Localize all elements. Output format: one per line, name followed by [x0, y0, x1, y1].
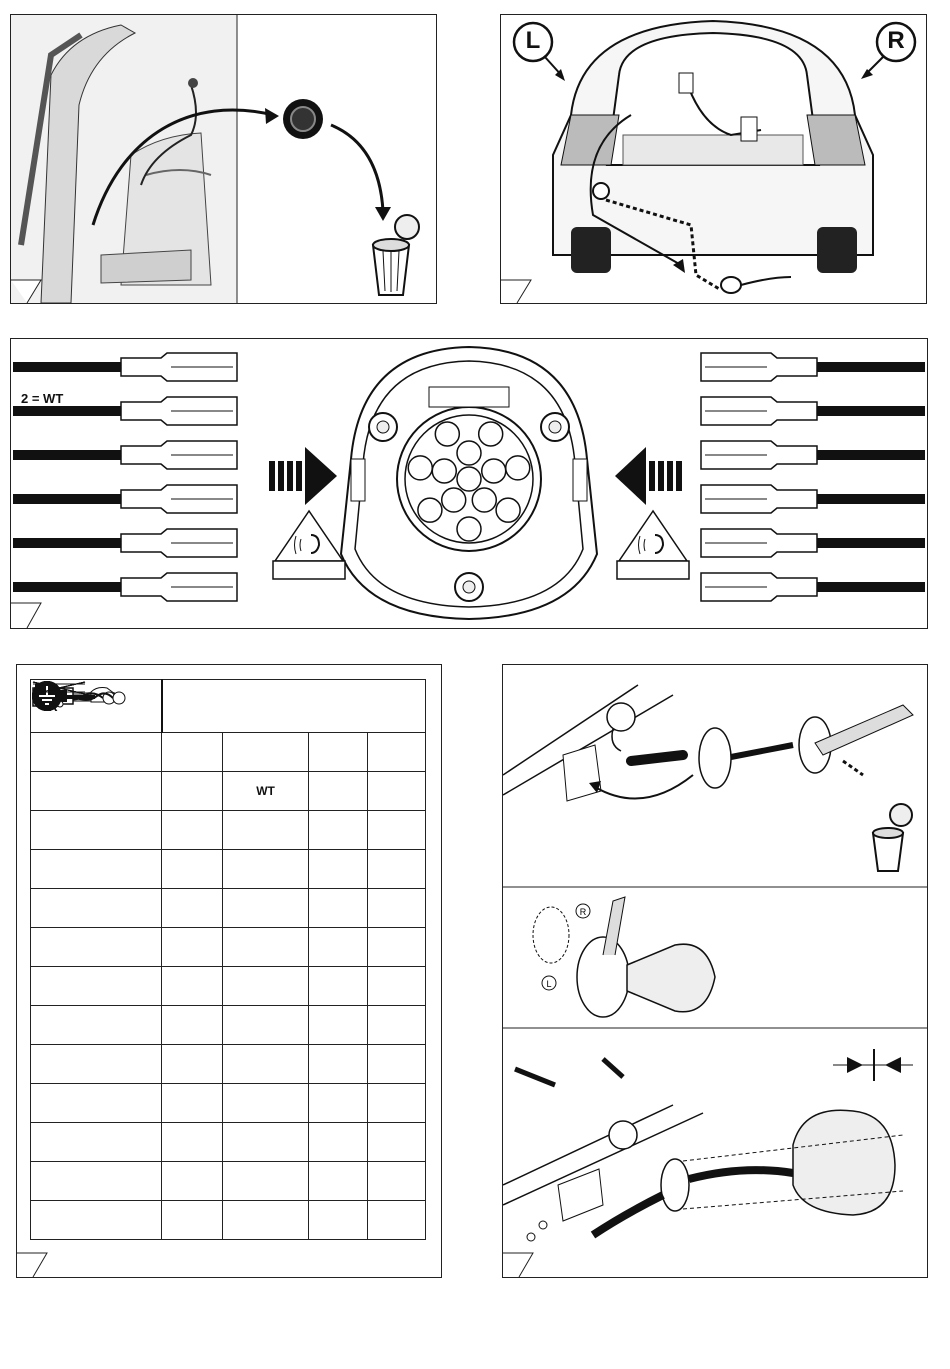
- pin-hole: [418, 498, 442, 522]
- pin-wire-left: [13, 441, 237, 469]
- pin-hole: [432, 459, 456, 483]
- pin-wire-left: [13, 353, 237, 381]
- panel-connector-pins: [10, 338, 928, 629]
- bracket-mounting-illustration: [503, 665, 927, 1277]
- pin-wire-right: [701, 485, 925, 513]
- pin-wire-right: [701, 573, 925, 601]
- pin-hole: [506, 456, 530, 480]
- pin-wire-right: [701, 353, 925, 381]
- pin-wire-right: [701, 397, 925, 425]
- trunk-plug-illustration: [11, 15, 436, 303]
- table-corner-notch: [17, 665, 441, 1277]
- panel-vehicle-rear: [500, 14, 927, 304]
- pin-wire-right: [701, 529, 925, 557]
- click-sound-warning-right: [617, 511, 689, 579]
- pin-wire-left: [13, 529, 237, 557]
- pin-hole: [457, 441, 481, 465]
- vehicle-rear-illustration: [501, 15, 926, 303]
- pin-hole: [408, 456, 432, 480]
- right-pin-wires: [701, 353, 925, 601]
- panel-wiring-table: [16, 664, 442, 1278]
- pin-wire-left: [13, 485, 237, 513]
- connector-pins-illustration: [11, 339, 927, 628]
- pin-wire-left: [13, 573, 237, 601]
- side-right-label: R: [887, 27, 905, 54]
- side-left-label: L: [525, 27, 541, 54]
- pin-hole: [457, 517, 481, 541]
- panel-trunk-plug-removal: [10, 14, 437, 304]
- pin-hole: [479, 422, 503, 446]
- side-r-marker: R: [579, 907, 587, 917]
- insert-arrow-right: [615, 447, 682, 505]
- table-cell-3: WT: [223, 772, 309, 811]
- pin-hole: [457, 467, 481, 491]
- side-l-marker: L: [546, 979, 552, 989]
- pin-hole: [496, 498, 520, 522]
- pin-hole: [472, 488, 496, 512]
- trash-bin-icon: [373, 215, 419, 295]
- pin-wire-right: [701, 441, 925, 469]
- pin-hole: [435, 422, 459, 446]
- insert-arrow-left: [269, 447, 337, 505]
- pin-hole: [482, 459, 506, 483]
- panel-bracket-mounting: [502, 664, 928, 1278]
- pin-hole: [442, 488, 466, 512]
- trash-bin-icon-2: [873, 804, 912, 871]
- left-wire-label: 2 = WT: [21, 391, 64, 406]
- click-sound-warning-left: [273, 511, 345, 579]
